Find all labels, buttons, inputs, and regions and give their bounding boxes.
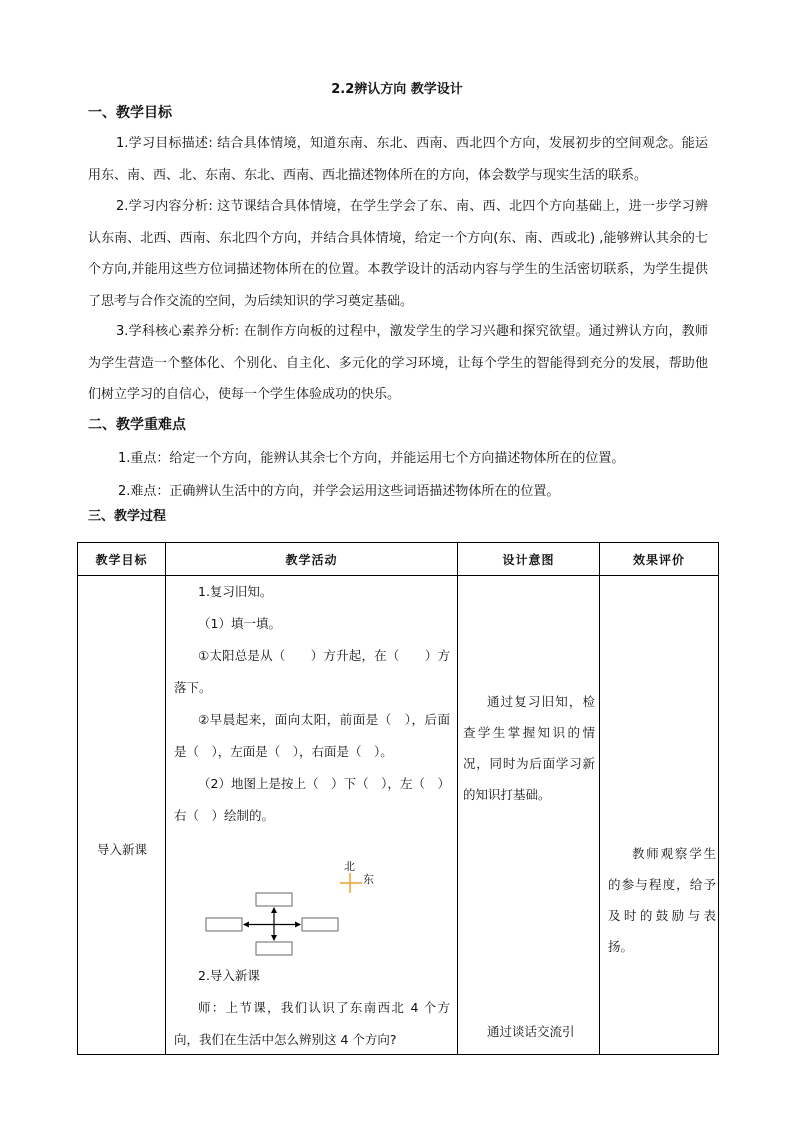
page-title: 2.2辨认方向 教学设计 <box>331 82 463 97</box>
activity-q3: （2）地图上是按上（ ）下（ ），左（ ）右（ ）绘制的。 <box>174 776 450 823</box>
activity-intro: 2.导入新课 <box>198 968 260 983</box>
direction-diagram <box>204 886 344 966</box>
goal-text: 导入新课 <box>96 842 147 857</box>
header-goal: 教学目标 <box>78 543 166 576</box>
table-row <box>78 576 719 1055</box>
activity-cell <box>166 576 458 1055</box>
activity-review: 1.复习旧知。 <box>198 584 273 599</box>
table-header-row <box>78 543 719 576</box>
activity-teacher: 师：上节课，我们认识了东南西北 4 个方向，我们在生活中怎么辨别这 4 个方向? <box>174 1000 450 1047</box>
section-heading-process: 三、教学过程 <box>88 509 167 524</box>
intent-text-2: 通过谈话交流引 <box>487 1024 575 1039</box>
compass-north-label: 北 <box>344 860 355 873</box>
activity-q1: ①太阳总是从（ ）方升起，在（ ）方落下。 <box>174 648 450 695</box>
intent-text-1: 通过复习旧知，检查学生掌握知识的情况，同时为后面学习新的知识打基础。 <box>463 694 595 802</box>
diagram-box-right <box>302 918 338 931</box>
diagram-box-bottom <box>256 942 292 955</box>
activity-text <box>174 576 450 832</box>
header-evaluation: 效果评价 <box>600 543 719 576</box>
activity-q2: ②早晨起来，面向太阳，前面是（ ），后面是（ ），左面是（ ），右面是（ ）。 <box>174 712 450 759</box>
compass-east-label: 东 <box>363 873 374 886</box>
evaluation-cell <box>600 576 719 1055</box>
section-heading-goals: 一、教学目标 <box>88 105 172 121</box>
diagram-box-left <box>206 918 242 931</box>
goal-paragraph-1: 1.学习目标描述: 结合具体情境，知道东南、东北、西南、西北四个方向，发展初步的空间观念。能运用东、南、西、北、东南、东北、西南、西北描述物体所在的方向，体会数学与现实生活的联系。 <box>88 136 708 183</box>
intent-cell <box>458 576 600 1055</box>
teaching-process-table <box>77 542 719 1055</box>
activity-text-2 <box>174 960 450 1056</box>
header-intent: 设计意图 <box>458 543 600 576</box>
activity-fill: （1）填一填。 <box>198 616 281 631</box>
goal-cell <box>78 576 166 1055</box>
goal-paragraph-2: 2.学习内容分析: 这节课结合具体情境，在学生学会了东、南、西、北四个方向基础上，进一步学习辨认东南、北西、西南、东北四个方向，并结合具体情境，给定一个方向(东、南、西或北) ,能够辨认其余的七个方向,并能用这些方位词描述物体所在的位置。本教学设计的活动内容与学生的生活密切联系，为学生提供了思考与合作交流的空间，为后续知识的学习奠定基础。 <box>88 199 708 309</box>
header-activity: 教学活动 <box>166 543 458 576</box>
evaluation-text: 教师观察学生的参与程度，给予及时的鼓励与表扬。 <box>608 846 716 954</box>
difficulty-line: 2.难点：正确辨认生活中的方向，并学会运用这些词语描述物体所在的位置。 <box>118 484 560 499</box>
section-heading-keypoints: 二、教学重难点 <box>88 417 186 433</box>
diagram-box-top <box>256 893 292 906</box>
keypoint-line: 1.重点：给定一个方向，能辨认其余七个方向，并能运用七个方向描述物体所在的位置。 <box>118 451 625 466</box>
goal-paragraph-3: 3.学科核心素养分析: 在制作方向板的过程中，激发学生的学习兴趣和探究欲望。通过辨认方向，教师为学生营造一个整体化、个别化、自主化、多元化的学习环境，让每个学生的智能得到充分的发展，帮助他们树立学习的自信心，使每一个学生体验成功的快乐。 <box>88 324 708 402</box>
